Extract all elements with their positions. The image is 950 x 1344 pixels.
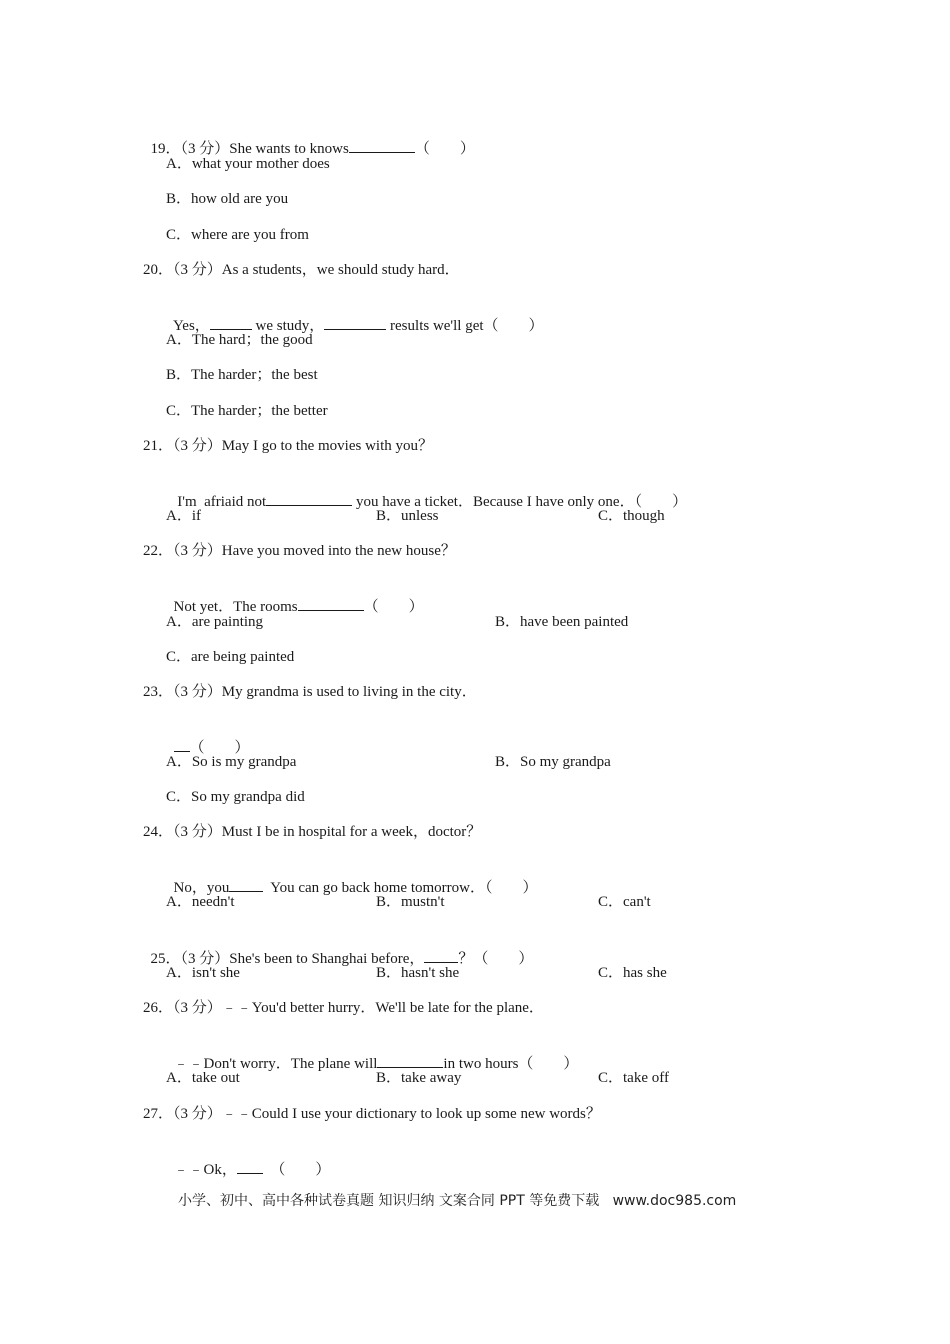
question-22-option-c: C．are being painted xyxy=(166,649,295,665)
question-19-option-b: B．how old are you xyxy=(166,191,289,207)
question-20-option-a: A．The hard；the good xyxy=(166,332,313,348)
question-22-stem: 22．（3 分）Have you moved into the new house？ xyxy=(143,543,456,559)
question-22-option-a: A．are painting xyxy=(166,614,264,630)
answer-blank xyxy=(174,737,190,752)
question-24-prompt: No，you You can go back home tomorrow．（ ） xyxy=(166,857,537,898)
question-21-option-c: C．though xyxy=(598,508,665,524)
question-20-stem: 20．（3 分）As a students，we should study hard． xyxy=(143,262,460,278)
question-22-prompt: Not yet．The rooms （ ） xyxy=(166,576,424,617)
answer-blank xyxy=(210,315,252,330)
question-27-stem: 27．（3 分）﹣﹣Could I use your dictionary to look up some new words？ xyxy=(143,1106,601,1122)
question-27-prompt: ﹣﹣Ok， （ ） xyxy=(166,1139,330,1180)
question-21-stem: 21．（3 分）May I go to the movies with you？ xyxy=(143,438,433,454)
question-24-option-b: B．mustn't xyxy=(376,894,445,910)
question-26-option-b: B．take away xyxy=(376,1070,462,1086)
question-23-option-c: C．So my grandpa did xyxy=(166,789,305,805)
question-23-prompt: （ ） xyxy=(166,717,250,758)
answer-blank xyxy=(424,948,458,963)
question-21-option-a: A．if xyxy=(166,508,201,524)
answer-blank xyxy=(237,1159,263,1174)
page-footer-watermark: 小学、初中、高中各种试卷真题 知识归纳 文案合同 PPT 等免费下载 www.doc985.com xyxy=(178,1193,737,1209)
answer-blank xyxy=(298,596,364,611)
question-19-option-c: C．where are you from xyxy=(166,227,309,243)
question-19-option-a: A．what your mother does xyxy=(166,156,330,172)
question-25-option-c: C．has she xyxy=(598,965,667,981)
question-22-option-b: B．have been painted xyxy=(495,614,629,630)
question-23-option-b: B．So my grandpa xyxy=(495,754,611,770)
question-26-option-c: C．take off xyxy=(598,1070,669,1086)
answer-blank xyxy=(229,877,263,892)
answer-blank xyxy=(266,491,352,506)
question-24-stem: 24．（3 分）Must I be in hospital for a week，doctor？ xyxy=(143,824,482,840)
question-26-option-a: A．take out xyxy=(166,1070,240,1086)
answer-blank xyxy=(349,138,415,153)
question-20-option-b: B．The harder；the best xyxy=(166,367,318,383)
question-23-stem: 23．（3 分）My grandma is used to living in the city． xyxy=(143,684,477,700)
question-21-option-b: B．unless xyxy=(376,508,439,524)
question-23-option-a: A．So is my grandpa xyxy=(166,754,297,770)
question-25-option-b: B．hasn't she xyxy=(376,965,460,981)
question-24-option-c: C．can't xyxy=(598,894,651,910)
question-25-stem: 25．（3 分）She's been to Shanghai before， ？（ ） xyxy=(143,928,533,969)
question-26-prompt: ﹣﹣Don't worry．The plane will in two hours（ ） xyxy=(166,1033,578,1074)
question-21-prompt: I'm afriaid not you have a ticket．Because I have only one．（ ） xyxy=(166,471,687,512)
answer-blank xyxy=(377,1053,443,1068)
question-24-option-a: A．needn't xyxy=(166,894,235,910)
question-26-stem: 26．（3 分）﹣﹣You'd better hurry．We'll be late for the plane． xyxy=(143,1000,544,1016)
question-19-stem: 19．（3 分）She wants to knows （ ） xyxy=(143,118,475,159)
answer-blank xyxy=(324,315,386,330)
question-25-option-a: A．isn't she xyxy=(166,965,240,981)
question-20-prompt: Yes， we study， results we'll get（ ） xyxy=(166,295,544,336)
question-20-option-c: C．The harder；the better xyxy=(166,403,328,419)
